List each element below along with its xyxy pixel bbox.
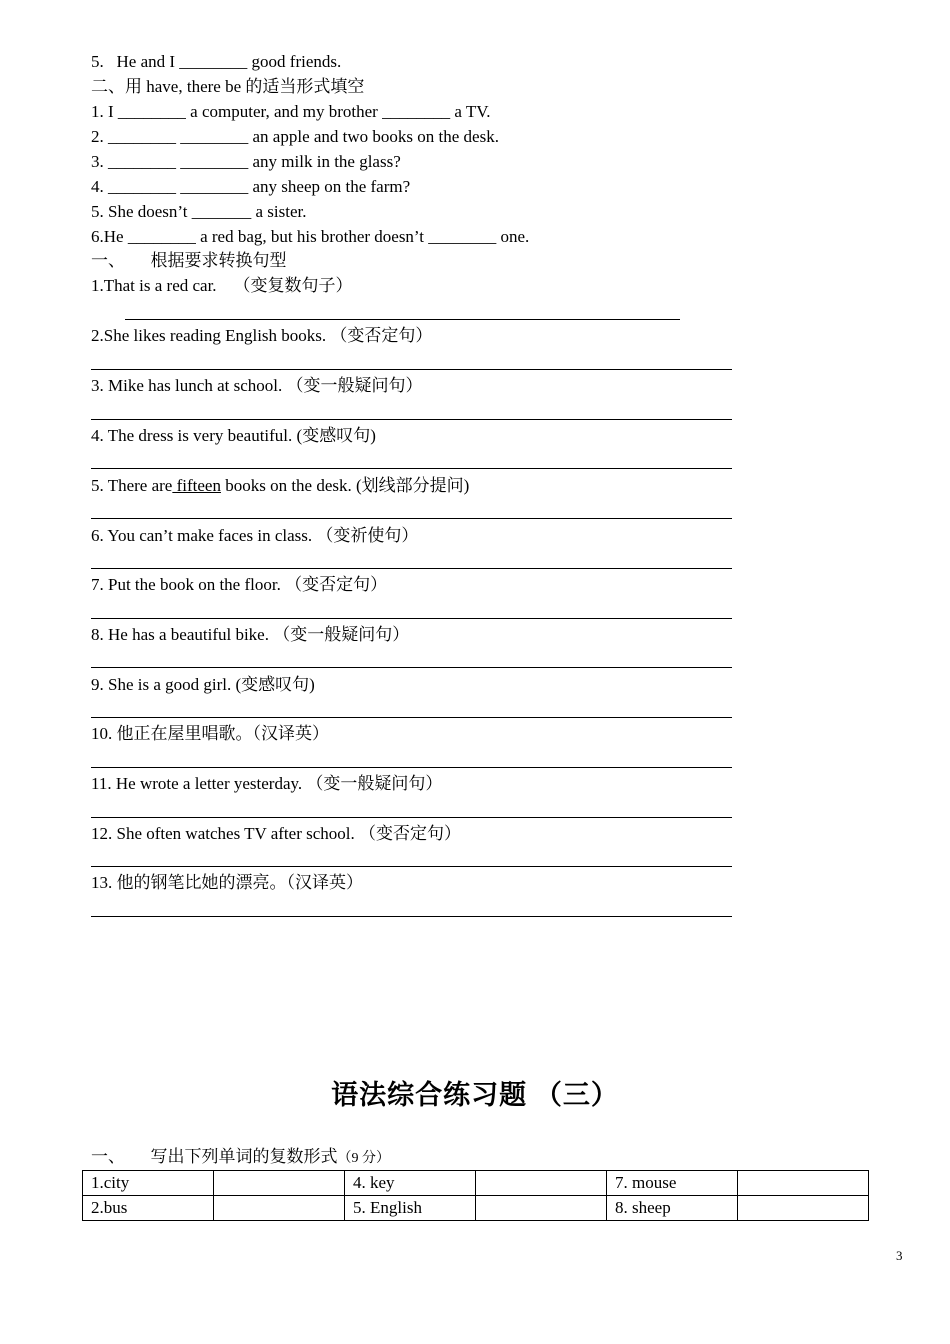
answer-line[interactable] [91, 817, 732, 818]
answer-cell[interactable] [214, 1196, 345, 1221]
exercise-item: 3. Mike has lunch at school. （变一般疑问句） [91, 376, 423, 395]
answer-line[interactable] [91, 618, 732, 619]
exercise-item: 4. ________ ________ any sheep on the farm? [91, 177, 411, 196]
exercise-item: 2.She likes reading English books. （变否定句） [91, 326, 433, 345]
score-note: （9 分） [337, 1151, 390, 1166]
exercise-item: 4. The dress is very beautiful. (变感叹句) [91, 426, 376, 445]
page-title: 语法综合练习题 （三） [331, 1080, 619, 1110]
answer-cell[interactable] [476, 1196, 607, 1221]
word-cell: 4. key [345, 1171, 476, 1196]
exercise-item: 5. She doesn’t _______ a sister. [91, 202, 307, 221]
exercise-item: 13. 他的钢笔比她的漂亮。（汉译英） [91, 873, 363, 892]
word-cell: 7. mouse [607, 1171, 738, 1196]
section-heading [91, 1147, 390, 1169]
section-title: 一、 写出下列单词的复数形式 [91, 1147, 338, 1166]
word-cell: 1.city [83, 1171, 214, 1196]
answer-line[interactable] [91, 369, 732, 370]
answer-cell[interactable] [738, 1196, 869, 1221]
item-text: 5. There are [91, 476, 173, 495]
exercise-item: 10. 他正在屋里唱歌。（汉译英） [91, 724, 329, 743]
answer-line[interactable] [125, 319, 680, 320]
item-text: books on the desk. (划线部分提问) [220, 476, 470, 495]
word-cell: 8. sheep [607, 1196, 738, 1221]
exercise-item: 6. You can’t make faces in class. （变祈使句） [91, 526, 419, 545]
page-number: 3 [896, 1248, 903, 1263]
answer-cell[interactable] [738, 1171, 869, 1196]
answer-line[interactable] [91, 468, 732, 469]
exercise-item: 6.He ________ a red bag, but his brother doesn’t ________ one. [91, 227, 530, 246]
answer-line[interactable] [91, 866, 732, 867]
answer-line[interactable] [91, 717, 732, 718]
answer-line[interactable] [91, 518, 732, 519]
answer-line[interactable] [91, 667, 732, 668]
underlined-word: fifteen [172, 476, 221, 495]
answer-line[interactable] [91, 419, 732, 420]
exercise-item: 8. He has a beautiful bike. （变一般疑问句） [91, 625, 410, 644]
section-heading: 一、 根据要求转换句型 [91, 251, 287, 270]
word-cell: 5. English [345, 1196, 476, 1221]
exercise-item: 1. I ________ a computer, and my brother ________ a TV. [91, 102, 491, 121]
answer-line[interactable] [91, 767, 732, 768]
exercise-item [91, 476, 469, 496]
plural-table [82, 1170, 869, 1221]
exercise-item: 9. She is a good girl. (变感叹句) [91, 675, 315, 694]
exercise-item: 2. ________ ________ an apple and two books on the desk. [91, 127, 499, 146]
exercise-item: 7. Put the book on the floor. （变否定句） [91, 575, 388, 594]
exercise-item: 1.That is a red car. （变复数句子） [91, 276, 353, 295]
answer-cell[interactable] [214, 1171, 345, 1196]
exercise-item: 5. He and I ________ good friends. [91, 52, 342, 71]
answer-line[interactable] [91, 916, 732, 917]
answer-cell[interactable] [476, 1171, 607, 1196]
table-row [83, 1196, 869, 1221]
exercise-item: 11. He wrote a letter yesterday. （变一般疑问句） [91, 774, 443, 793]
exercise-item: 3. ________ ________ any milk in the glass? [91, 152, 401, 171]
word-cell: 2.bus [83, 1196, 214, 1221]
section-heading: 二、用 have, there be 的适当形式填空 [91, 77, 365, 96]
table-row [83, 1171, 869, 1196]
answer-line[interactable] [91, 568, 732, 569]
exercise-item: 12. She often watches TV after school. （变否定句） [91, 824, 461, 843]
